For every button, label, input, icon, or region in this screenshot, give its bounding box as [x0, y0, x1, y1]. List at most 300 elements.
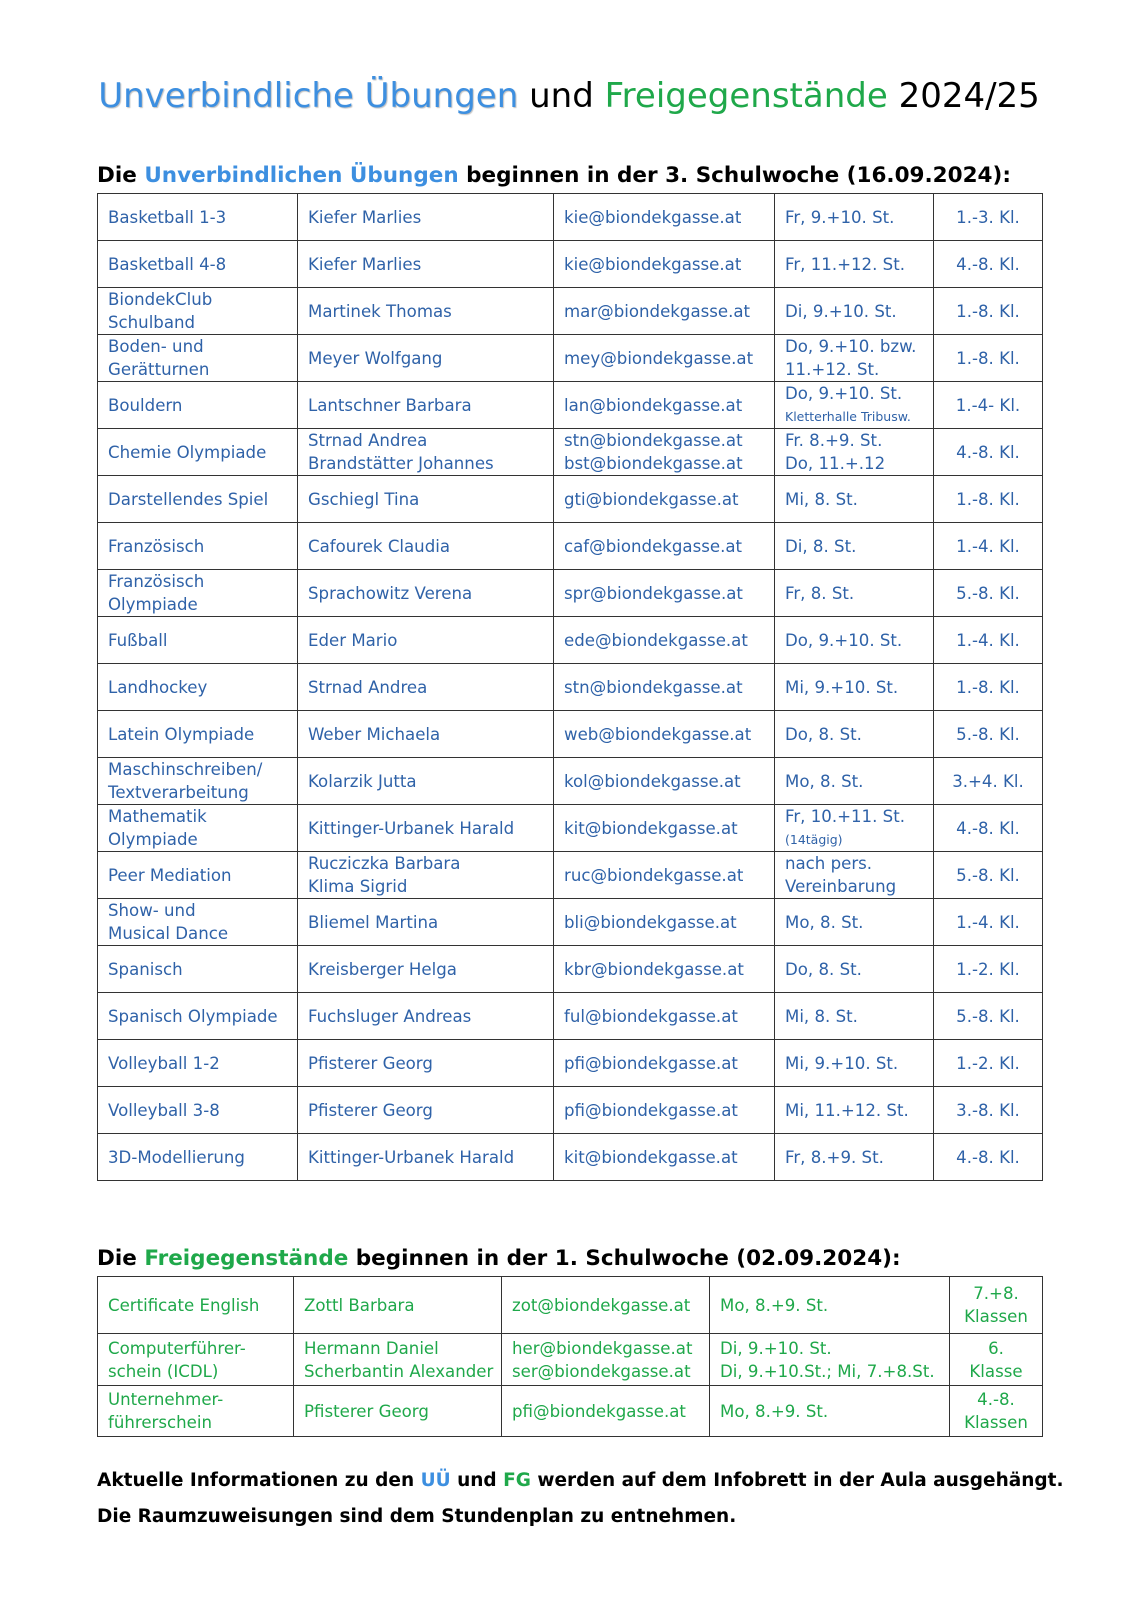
ue-row: [98, 993, 1043, 1040]
teacher-line: Zottl Barbara: [304, 1295, 415, 1315]
subject-line: Computerführer-: [108, 1338, 246, 1358]
ue-row: [98, 899, 1043, 946]
classes-line: 1.-4. Kl.: [956, 630, 1020, 650]
cell-classes: [934, 1087, 1043, 1134]
subject-line: Volleyball 3-8: [108, 1100, 220, 1120]
classes-line: 7.+8.: [973, 1284, 1019, 1303]
time-line: Fr, 10.+11. St.: [785, 807, 905, 826]
cell-classes: [934, 335, 1043, 382]
email-line[interactable]: lan@biondekgasse.at: [564, 395, 743, 415]
ue-row: [98, 664, 1043, 711]
cell-email: [554, 288, 775, 335]
teacher-line: Pfisterer Georg: [304, 1401, 429, 1421]
cell-teacher: [298, 335, 554, 382]
cell-email: [554, 758, 775, 805]
classes-line: 4.-8. Kl.: [956, 442, 1020, 462]
ue-row: [98, 288, 1043, 335]
cell-classes: [934, 523, 1043, 570]
email-line[interactable]: kol@biondekgasse.at: [564, 771, 741, 791]
cell-subject: [98, 523, 298, 570]
cell-time: [775, 758, 934, 805]
ue-row: [98, 1134, 1043, 1181]
subject-line: Chemie Olympiade: [108, 442, 267, 462]
cell-email: [502, 1277, 710, 1334]
subject-line: Olympiade: [108, 830, 198, 849]
cell-email: [554, 664, 775, 711]
time-line: Fr. 8.+9. St.: [785, 431, 883, 450]
cell-teacher: [298, 241, 554, 288]
email-line[interactable]: bli@biondekgasse.at: [564, 912, 737, 932]
subject-line: Boden- und: [108, 337, 204, 356]
cell-subject: [98, 993, 298, 1040]
cell-classes: [934, 758, 1043, 805]
classes-line: 1.-8. Kl.: [956, 301, 1020, 321]
teacher-line: Rucziczka Barbara: [308, 854, 461, 873]
footer-text-a: Aktuelle Informationen zu den: [97, 1470, 415, 1491]
cell-time: [710, 1277, 950, 1334]
cell-email: [554, 476, 775, 523]
fg-row: [98, 1277, 1043, 1334]
cell-teacher: [298, 664, 554, 711]
subject-line: Basketball 4-8: [108, 254, 227, 274]
subject-line: Textverarbeitung: [108, 783, 249, 802]
classes-line: 5.-8. Kl.: [956, 583, 1020, 603]
cell-email: [554, 617, 775, 664]
classes-line: 4.-8. Kl.: [956, 818, 1020, 838]
ue-row: [98, 852, 1043, 899]
ue-heading-highlight: Unverbindlichen Übungen: [144, 163, 459, 188]
ue-heading-suffix: beginnen in der 3. Schulwoche (16.09.2024):: [466, 163, 1011, 188]
cell-teacher: [298, 523, 554, 570]
subject-line: Show- und: [108, 901, 196, 920]
time-line: Fr, 9.+10. St.: [785, 207, 895, 227]
cell-classes: [934, 241, 1043, 288]
email-line[interactable]: ser@biondekgasse.at: [512, 1361, 691, 1381]
cell-classes: [934, 617, 1043, 664]
cell-email: [554, 899, 775, 946]
cell-email: [554, 241, 775, 288]
cell-time: [710, 1386, 950, 1437]
teacher-line: Klima Sigrid: [308, 877, 408, 896]
teacher-line: Strnad Andrea: [308, 677, 428, 697]
subject-line: führerschein: [108, 1413, 212, 1432]
cell-teacher: [298, 805, 554, 852]
ue-row: [98, 523, 1043, 570]
email-line[interactable]: zot@biondekgasse.at: [512, 1295, 691, 1315]
cell-email: [554, 570, 775, 617]
time-line: Di, 9.+10.St.; Mi, 7.+8.St.: [720, 1361, 935, 1381]
time-line: Mi, 9.+10. St.: [785, 1053, 899, 1073]
email-line[interactable]: stn@biondekgasse.at: [564, 677, 743, 697]
cell-email: [502, 1334, 710, 1386]
cell-teacher: [298, 476, 554, 523]
cell-teacher: [298, 899, 554, 946]
fg-heading-highlight: Freigegenstände: [144, 1246, 349, 1271]
fg-heading-suffix: beginnen in der 1. Schulwoche (02.09.2024):: [355, 1246, 901, 1271]
classes-line: 1.-4. Kl.: [956, 536, 1020, 556]
classes-line: 1.-2. Kl.: [956, 959, 1020, 979]
footer-line-2: Die Raumzuweisungen sind dem Stundenplan zu entnehmen.: [97, 1506, 737, 1527]
subject-line: Gerätturnen: [108, 360, 210, 379]
time-line: Do, 9.+10. St.: [785, 384, 903, 403]
subject-line: Basketball 1-3: [108, 207, 227, 227]
ue-row: [98, 241, 1043, 288]
subject-line: schein (ICDL): [108, 1361, 219, 1381]
footer-ue: UÜ: [420, 1470, 451, 1491]
cell-teacher: [294, 1334, 502, 1386]
cell-teacher: [298, 1087, 554, 1134]
teacher-line: Kiefer Marlies: [308, 207, 422, 227]
classes-line: 3.-8. Kl.: [956, 1100, 1020, 1120]
ue-row: [98, 1040, 1043, 1087]
teacher-line: Hermann Daniel: [304, 1338, 439, 1358]
email-line[interactable]: ruc@biondekgasse.at: [564, 865, 744, 885]
subject-line: Fußball: [108, 630, 168, 650]
teacher-line: Brandstätter Johannes: [308, 454, 494, 473]
cell-subject: [98, 1134, 298, 1181]
cell-subject: [98, 241, 298, 288]
classes-line: Klassen: [964, 1307, 1028, 1326]
email-line[interactable]: ful@biondekgasse.at: [564, 1006, 738, 1026]
ue-row: [98, 711, 1043, 758]
classes-line: 4.-8. Kl.: [956, 254, 1020, 274]
cell-subject: [98, 617, 298, 664]
classes-line: 1.-8. Kl.: [956, 348, 1020, 368]
time-line: Mo, 8. St.: [785, 771, 864, 791]
subject-line: 3D-Modellierung: [108, 1147, 245, 1167]
time-line: Do, 11.+.12: [785, 454, 886, 473]
time-line: 11.+12. St.: [785, 360, 880, 379]
time-line: Di, 9.+10. St.: [720, 1338, 832, 1358]
ue-heading: [97, 163, 1011, 188]
title-part-fg: Freigegenstände: [604, 76, 888, 116]
cell-classes: [934, 993, 1043, 1040]
cell-subject: [98, 711, 298, 758]
cell-time: [775, 288, 934, 335]
cell-subject: [98, 1087, 298, 1134]
cell-teacher: [298, 429, 554, 476]
ue-row: [98, 476, 1043, 523]
classes-line: 1.-4- Kl.: [955, 395, 1021, 415]
cell-email: [554, 382, 775, 429]
time-line: Di, 9.+10. St.: [785, 301, 897, 321]
cell-teacher: [298, 288, 554, 335]
cell-email: [554, 194, 775, 241]
email-line[interactable]: gti@biondekgasse.at: [564, 489, 739, 509]
cell-time: [775, 1040, 934, 1087]
cell-classes: [934, 805, 1043, 852]
ue-row: [98, 429, 1043, 476]
cell-classes: [934, 1040, 1043, 1087]
title-part-ue: Unverbindliche Übungen: [98, 76, 519, 116]
subject-line: Darstellendes Spiel: [108, 489, 269, 509]
subject-line: Landhockey: [108, 677, 208, 697]
cell-time: [775, 335, 934, 382]
cell-email: [554, 993, 775, 1040]
teacher-line: Kittinger-Urbanek Harald: [308, 818, 515, 838]
subject-line: Französisch: [108, 572, 205, 591]
subject-line: Latein Olympiade: [108, 724, 255, 744]
cell-subject: [98, 899, 298, 946]
footer-fg: FG: [503, 1470, 531, 1491]
cell-subject: [98, 382, 298, 429]
cell-classes: [934, 429, 1043, 476]
cell-time: [775, 899, 934, 946]
cell-email: [554, 429, 775, 476]
teacher-line: Strnad Andrea: [308, 431, 428, 450]
title-part-und: und: [529, 76, 594, 116]
email-line[interactable]: pfi@biondekgasse.at: [512, 1401, 686, 1421]
classes-line: 3.+4. Kl.: [952, 771, 1024, 791]
cell-teacher: [298, 711, 554, 758]
teacher-line: Scherbantin Alexander: [304, 1361, 494, 1381]
cell-time: [775, 1087, 934, 1134]
cell-subject: [98, 288, 298, 335]
subject-line: Französisch: [108, 536, 205, 556]
cell-subject: [98, 335, 298, 382]
cell-teacher: [298, 993, 554, 1040]
subject-line: Volleyball 1-2: [108, 1053, 220, 1073]
ue-heading-prefix: Die: [97, 163, 137, 188]
email-line[interactable]: pfi@biondekgasse.at: [564, 1100, 738, 1120]
email-line[interactable]: bst@biondekgasse.at: [564, 454, 743, 473]
teacher-line: Pfisterer Georg: [308, 1053, 433, 1073]
cell-classes: [934, 711, 1043, 758]
time-line: Do, 8. St.: [785, 959, 862, 979]
cell-time: [775, 805, 934, 852]
email-line[interactable]: kie@biondekgasse.at: [564, 254, 742, 274]
footer-line-1: [97, 1470, 1064, 1491]
cell-email: [554, 1040, 775, 1087]
email-line[interactable]: kit@biondekgasse.at: [564, 818, 738, 838]
ue-row: [98, 194, 1043, 241]
teacher-line: Sprachowitz Verena: [308, 583, 473, 603]
classes-line: 4.-8.: [977, 1390, 1015, 1409]
teacher-line: Kolarzik Jutta: [308, 771, 417, 791]
classes-line: 6.: [988, 1338, 1004, 1358]
classes-line: 5.-8. Kl.: [956, 1006, 1020, 1026]
time-line: Mo, 8.+9. St.: [720, 1295, 829, 1315]
cell-subject: [98, 946, 298, 993]
cell-time: [775, 617, 934, 664]
time-line: Fr, 11.+12. St.: [785, 254, 905, 274]
cell-time: [775, 241, 934, 288]
cell-time: [710, 1334, 950, 1386]
subject-line: Mathematik: [108, 807, 207, 826]
cell-classes: [934, 288, 1043, 335]
teacher-line: Kreisberger Helga: [308, 959, 457, 979]
teacher-line: Eder Mario: [308, 630, 398, 650]
cell-classes: [934, 476, 1043, 523]
cell-classes: [934, 946, 1043, 993]
cell-email: [554, 1087, 775, 1134]
subject-line: Certificate English: [108, 1295, 260, 1315]
cell-classes: [934, 382, 1043, 429]
classes-line: 1.-3. Kl.: [956, 207, 1020, 227]
cell-time: [775, 711, 934, 758]
email-line[interactable]: web@biondekgasse.at: [564, 724, 752, 744]
cell-subject: [98, 852, 298, 899]
footer-text-b: werden auf dem Infobrett in der Aula ausgehängt.: [537, 1470, 1064, 1491]
footer-und: und: [457, 1470, 497, 1491]
teacher-line: Bliemel Martina: [308, 912, 439, 932]
email-line[interactable]: spr@biondekgasse.at: [564, 583, 743, 603]
cell-subject: [98, 570, 298, 617]
subject-line: Spanisch Olympiade: [108, 1006, 278, 1026]
email-line[interactable]: mar@biondekgasse.at: [564, 301, 751, 321]
cell-teacher: [298, 194, 554, 241]
cell-subject: [98, 758, 298, 805]
classes-line: 5.-8. Kl.: [956, 865, 1020, 885]
time-line: Fr, 8. St.: [785, 583, 855, 603]
subject-line: Bouldern: [108, 395, 183, 415]
cell-subject: [98, 476, 298, 523]
subject-line: Musical Dance: [108, 924, 229, 943]
teacher-line: Gschiegl Tina: [308, 489, 420, 509]
cell-classes: [950, 1386, 1043, 1437]
cell-email: [554, 805, 775, 852]
subject-line: Peer Mediation: [108, 865, 232, 885]
email-line[interactable]: ede@biondekgasse.at: [564, 630, 748, 650]
cell-time: [775, 852, 934, 899]
teacher-line: Pfisterer Georg: [308, 1100, 433, 1120]
classes-line: 1.-8. Kl.: [956, 489, 1020, 509]
cell-email: [554, 523, 775, 570]
email-line[interactable]: stn@biondekgasse.at: [564, 431, 743, 450]
cell-time: [775, 946, 934, 993]
cell-teacher: [298, 946, 554, 993]
cell-subject: [98, 194, 298, 241]
classes-line: 1.-2. Kl.: [956, 1053, 1020, 1073]
teacher-line: Lantschner Barbara: [308, 395, 472, 415]
cell-teacher: [298, 570, 554, 617]
cell-subject: [98, 429, 298, 476]
cell-teacher: [298, 1134, 554, 1181]
time-line: Vereinbarung: [785, 877, 897, 896]
time-line: Mi, 8. St.: [785, 1006, 858, 1026]
time-line: Mo, 8.+9. St.: [720, 1401, 829, 1421]
cell-subject: [98, 1040, 298, 1087]
cell-time: [775, 429, 934, 476]
cell-subject: [98, 805, 298, 852]
classes-line: Klasse: [969, 1361, 1023, 1381]
teacher-line: Martinek Thomas: [308, 301, 452, 321]
time-line: Fr, 8.+9. St.: [785, 1147, 884, 1167]
time-line: Di, 8. St.: [785, 536, 857, 556]
cell-email: [554, 711, 775, 758]
cell-email: [554, 335, 775, 382]
cell-subject: [98, 664, 298, 711]
ue-row: [98, 570, 1043, 617]
fg-heading-prefix: Die: [97, 1246, 137, 1271]
ue-row: [98, 1087, 1043, 1134]
teacher-line: Cafourek Claudia: [308, 536, 451, 556]
time-note: (14tägig): [785, 832, 843, 847]
fg-row: [98, 1386, 1043, 1437]
cell-time: [775, 523, 934, 570]
classes-line: 5.-8. Kl.: [956, 724, 1020, 744]
time-line: Mi, 9.+10. St.: [785, 677, 899, 697]
cell-subject: [98, 1386, 294, 1437]
fg-table: [97, 1276, 1043, 1437]
email-line[interactable]: caf@biondekgasse.at: [564, 536, 743, 556]
time-line: Do, 8. St.: [785, 724, 862, 744]
ue-row: [98, 382, 1043, 429]
cell-classes: [934, 664, 1043, 711]
cell-subject: [98, 1277, 294, 1334]
time-line: Mo, 8. St.: [785, 912, 864, 932]
cell-email: [554, 852, 775, 899]
cell-time: [775, 382, 934, 429]
cell-classes: [934, 899, 1043, 946]
subject-line: Unternehmer-: [108, 1390, 224, 1409]
teacher-line: Meyer Wolfgang: [308, 348, 443, 368]
time-line: Do, 9.+10. bzw.: [785, 337, 917, 356]
cell-time: [775, 664, 934, 711]
ue-row: [98, 335, 1043, 382]
cell-time: [775, 194, 934, 241]
cell-email: [554, 1134, 775, 1181]
cell-classes: [950, 1334, 1043, 1386]
page-title: [0, 76, 1138, 116]
cell-classes: [950, 1277, 1043, 1334]
cell-teacher: [294, 1277, 502, 1334]
cell-teacher: [298, 852, 554, 899]
subject-line: Schulband: [108, 313, 196, 332]
cell-teacher: [298, 617, 554, 664]
classes-line: Klassen: [964, 1413, 1028, 1432]
ue-row: [98, 946, 1043, 993]
cell-time: [775, 476, 934, 523]
time-line: Do, 9.+10. St.: [785, 630, 903, 650]
email-line[interactable]: kbr@biondekgasse.at: [564, 959, 744, 979]
cell-classes: [934, 570, 1043, 617]
ue-row: [98, 805, 1043, 852]
email-line[interactable]: mey@biondekgasse.at: [564, 348, 754, 368]
classes-line: 1.-8. Kl.: [956, 677, 1020, 697]
classes-line: 1.-4. Kl.: [956, 912, 1020, 932]
fg-row: [98, 1334, 1043, 1386]
time-note: Kletterhalle Tribusw.: [785, 409, 911, 424]
cell-time: [775, 1134, 934, 1181]
cell-teacher: [294, 1386, 502, 1437]
cell-teacher: [298, 758, 554, 805]
cell-teacher: [298, 382, 554, 429]
time-line: Mi, 8. St.: [785, 489, 858, 509]
subject-line: Spanisch: [108, 959, 183, 979]
fg-heading: [97, 1246, 901, 1271]
cell-email: [502, 1386, 710, 1437]
time-line: nach pers.: [785, 854, 873, 873]
teacher-line: Weber Michaela: [308, 724, 441, 744]
cell-time: [775, 570, 934, 617]
ue-table: [97, 193, 1043, 1181]
ue-row: [98, 758, 1043, 805]
subject-line: BiondekClub: [108, 290, 213, 309]
cell-time: [775, 993, 934, 1040]
email-line[interactable]: kie@biondekgasse.at: [564, 207, 742, 227]
teacher-line: Fuchsluger Andreas: [308, 1006, 472, 1026]
cell-classes: [934, 1134, 1043, 1181]
email-line[interactable]: her@biondekgasse.at: [512, 1338, 693, 1358]
time-line: Mi, 11.+12. St.: [785, 1100, 909, 1120]
classes-line: 4.-8. Kl.: [956, 1147, 1020, 1167]
email-line[interactable]: pfi@biondekgasse.at: [564, 1053, 738, 1073]
subject-line: Maschinschreiben/: [108, 760, 263, 779]
cell-classes: [934, 852, 1043, 899]
title-part-year: 2024/25: [898, 76, 1040, 116]
email-line[interactable]: kit@biondekgasse.at: [564, 1147, 738, 1167]
